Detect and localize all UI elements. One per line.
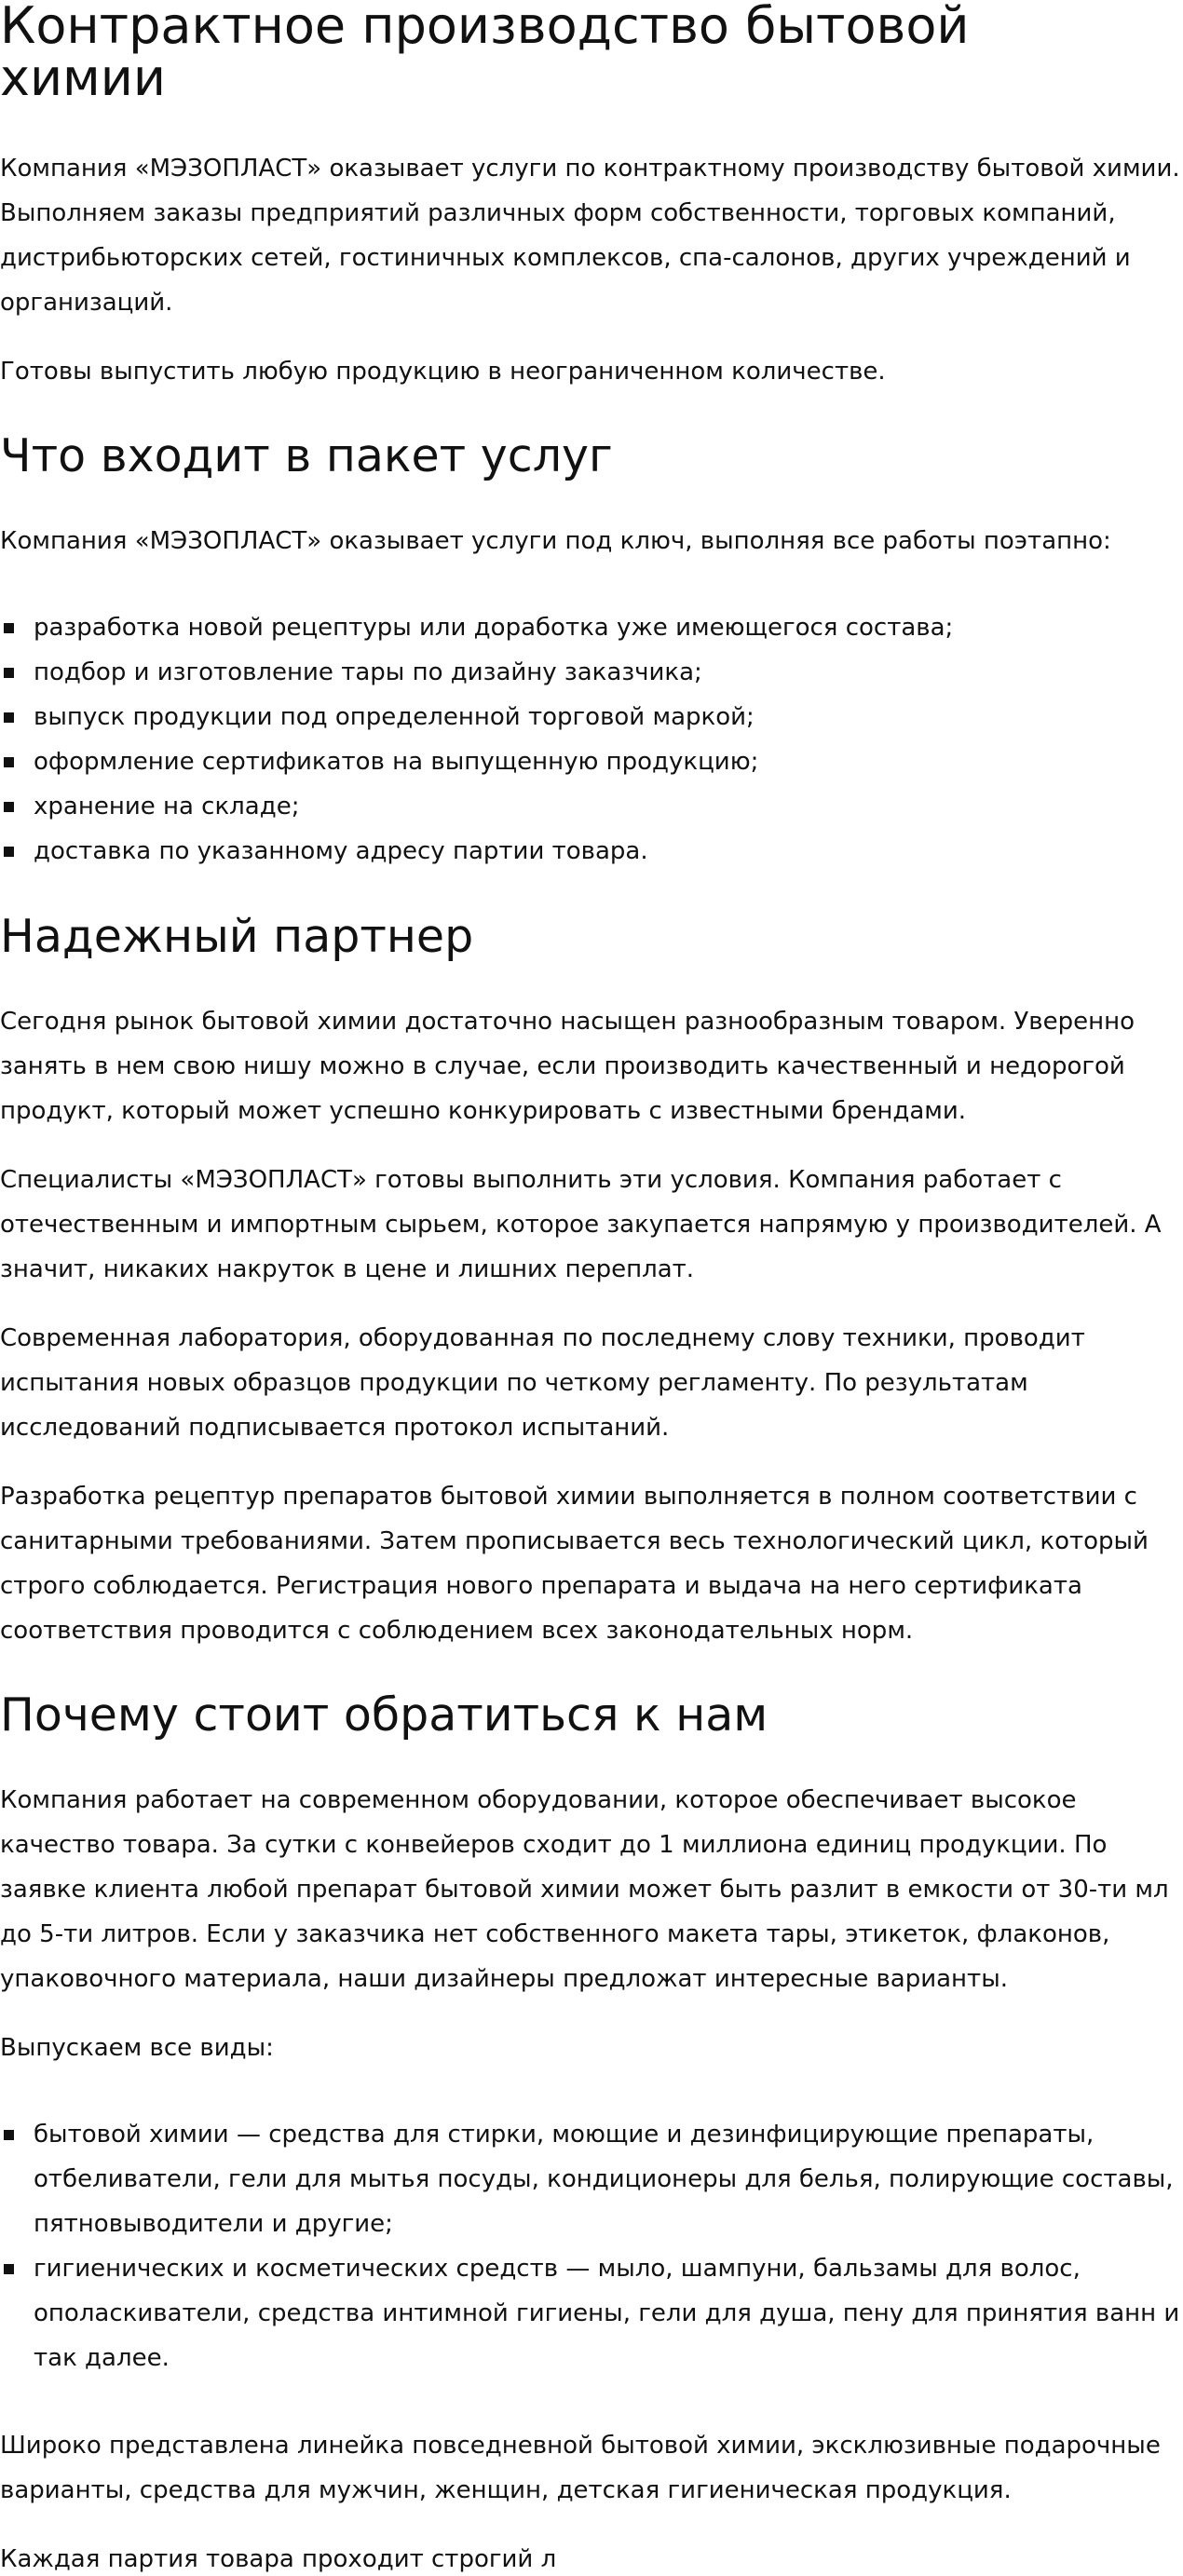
intro-paragraph-line: Готовы выпустить любую продукцию в неограниченном количестве. (0, 358, 886, 386)
partner-paragraph-line: Разработка рецептур препаратов бытовой химии выполняется в полном соответствии с (0, 1483, 1137, 1511)
list-item-text: так далее. (34, 2344, 170, 2372)
bullet-marker (4, 668, 14, 678)
partner-paragraph-line: Специалисты «МЭЗОПЛАСТ» готовы выполнить эти условия. Компания работает с (0, 1166, 1062, 1194)
bullet-marker (4, 847, 14, 857)
intro-paragraph-line: Компания «МЭЗОПЛАСТ» оказывает услуги по контрактному производству бытовой химии. (0, 155, 1180, 183)
partner-paragraph-line: соответствия проводится с соблюдением всех законодательных норм. (0, 1617, 914, 1645)
bullet-marker (4, 623, 14, 633)
why-after-line: варианты, средства для мужчин, женщин, детская гигиеническая продукция. (0, 2476, 1012, 2504)
partner-paragraph-line: занять в нем свою нишу можно в случае, если производить качественный и недорогой (0, 1052, 1125, 1080)
partner-paragraph-line: исследований подписывается протокол испытаний. (0, 1414, 670, 1442)
partner-paragraph-line: продукт, который может успешно конкурировать с известными брендами. (0, 1097, 967, 1125)
partner-paragraph-line: значит, никаких накруток в цене и лишних переплат. (0, 1255, 695, 1283)
partner-paragraph-line: строго соблюдается. Регистрация нового препарата и выдача на него сертификата (0, 1572, 1082, 1600)
partner-paragraph-line: Сегодня рынок бытовой химии достаточно насыщен разнообразным товаром. Уверенно (0, 1008, 1135, 1036)
services-heading: Что входит в пакет услуг (0, 429, 613, 482)
partner-paragraph-line: Современная лаборатория, оборудованная по последнему слову техники, проводит (0, 1324, 1085, 1352)
partner-paragraph-line: испытания новых образцов продукции по четкому регламенту. По результатам (0, 1369, 1028, 1397)
list-item-text: оформление сертификатов на выпущенную продукцию; (34, 748, 759, 776)
cut-off-line: Каждая партия товара проходит строгий л (0, 2545, 557, 2573)
list-item-text: доставка по указанному адресу партии товара. (34, 837, 648, 865)
partner-heading: Надежный партнер (0, 910, 474, 963)
why-after-line: Широко представлена линейка повседневной бытовой химии, эксклюзивные подарочные (0, 2432, 1161, 2460)
bullet-marker (4, 757, 14, 767)
list-item-text: ополаскиватели, средства интимной гигиены, гели для душа, пену для принятия ванн и (34, 2299, 1180, 2327)
list-item-text: хранение на складе; (34, 793, 300, 820)
partner-paragraph-line: отечественным и импортным сырьем, которое закупается напрямую у производителей. А (0, 1211, 1162, 1239)
why-paragraph-line: до 5-ти литров. Если у заказчика нет собственного макета тары, этикеток, флаконов, (0, 1920, 1110, 1948)
bullet-marker (4, 2264, 14, 2274)
list-item-text: отбеливатели, гели для мытья посуды, кондиционеры для белья, полирующие составы, (34, 2165, 1174, 2193)
why-heading: Почему стоит обратиться к нам (0, 1688, 768, 1742)
intro-paragraph-line: организаций. (0, 289, 173, 317)
list-item-text: разработка новой рецептуры или доработка уже имеющегося состава; (34, 614, 954, 642)
why-paragraph-line: Компания работает на современном оборудовании, которое обеспечивает высокое (0, 1786, 1077, 1814)
intro-paragraph-line: дистрибьюторских сетей, гостиничных комплексов, спа-салонов, других учреждений и (0, 244, 1131, 272)
list-item-text: бытовой химии — средства для стирки, моющие и дезинфицирующие препараты, (34, 2121, 1095, 2149)
why-list-lead: Выпускаем все виды: (0, 2034, 274, 2062)
why-paragraph-line: упаковочного материала, наши дизайнеры предложат интересные варианты. (0, 1965, 1008, 1993)
bullet-marker (4, 2130, 14, 2140)
why-paragraph-line: качество товара. За сутки с конвейеров сходит до 1 миллиона единиц продукции. По (0, 1831, 1108, 1859)
list-item-text: подбор и изготовление тары по дизайну заказчика; (34, 658, 702, 686)
bullet-marker (4, 712, 14, 723)
bullet-marker (4, 802, 14, 812)
page-title-line-2: химии (0, 48, 166, 107)
list-item-text: пятновыводители и другие; (34, 2210, 393, 2238)
list-item-text: гигиенических и косметических средств — мыло, шампуни, бальзамы для волос, (34, 2255, 1081, 2283)
services-lead: Компания «МЭЗОПЛАСТ» оказывает услуги под ключ, выполняя все работы поэтапно: (0, 527, 1111, 555)
intro-paragraph-line: Выполняем заказы предприятий различных форм собственности, торговых компаний, (0, 199, 1116, 227)
partner-paragraph-line: санитарными требованиями. Затем прописывается весь технологический цикл, который (0, 1527, 1149, 1555)
why-paragraph-line: заявке клиента любой препарат бытовой химии может быть разлит в емкости от 30-ти мл (0, 1876, 1169, 1904)
page-title-line-1: Контрактное производство бытовой (0, 0, 970, 55)
list-item-text: выпуск продукции под определенной торговой маркой; (34, 703, 755, 731)
